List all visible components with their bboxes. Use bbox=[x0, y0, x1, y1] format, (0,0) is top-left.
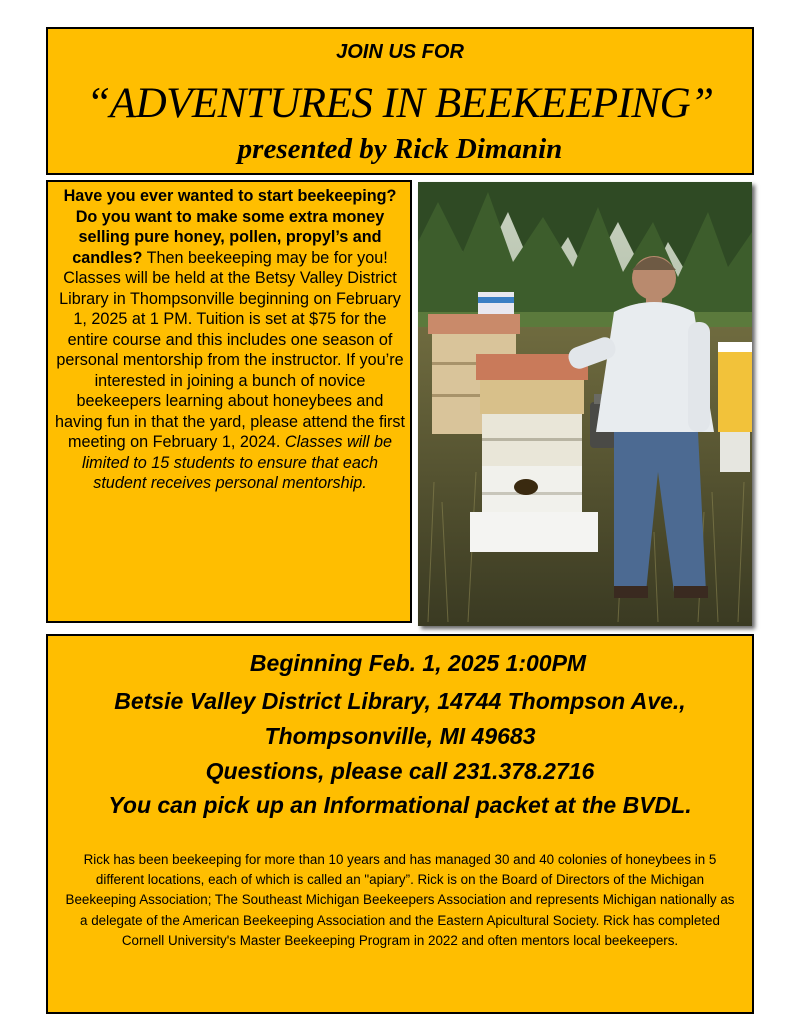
intro-body: Then beekeeping may be for you! Classes will be held at the Betsy Valley District Library in Thompsonville beginning on February 1, 2025 at 1 PM. Tuition is set at $75 for the entire course and this includes one season of personal mentorship from the instructor. If you’re interested in joining a bunch of novice beekeepers learning about honeybees and having fun in that the yard, please attend the first meeting on February 1, 2024. bbox=[54, 248, 406, 451]
event-date: Beginning Feb. 1, 2025 1:00PM bbox=[249, 650, 587, 676]
presenter-line: presented by Rick Dimanin bbox=[237, 133, 563, 165]
kicker-text: JOIN US FOR bbox=[336, 41, 464, 63]
intro-question: Have you ever wanted to start beekeeping? Do you want to make some extra money selling pure honey, pollen, propyl’s and candles? bbox=[63, 187, 397, 267]
event-address: Betsie Valley District Library, 14744 Thompson Ave., bbox=[114, 688, 686, 714]
beekeeper-photo bbox=[418, 182, 752, 626]
details-box bbox=[46, 634, 754, 1014]
event-title: “ADVENTURES IN BEEKEEPING” bbox=[86, 80, 714, 127]
event-phone: Questions, please call 231.378.2716 bbox=[205, 758, 595, 784]
event-packet-info: You can pick up an Informational packet at the BVDL. bbox=[108, 792, 692, 818]
presenter-bio: Rick has been beekeeping for more than 10 years and has managed 30 and 40 colonies of honeybees in 5 different locations, each of which is called an "apiary”. Rick is on the Board of Directors of the Michigan Beekeeping Association; The Southeast Michigan Beekeepers Association and represents Michigan nationally as a delegate of the American Beekeeping Association and the Eastern Apicultural Society. Rick has completed Cornell University's Master Beekeeping Program in 2022 and often mentors local beekeepers. bbox=[65, 852, 735, 948]
event-city: Thompsonville, MI 49683 bbox=[264, 723, 536, 749]
header-banner bbox=[46, 27, 754, 175]
beekeeper-photo-illustration bbox=[418, 182, 752, 626]
intro-box bbox=[46, 180, 412, 623]
intro-limit-note: Classes will be limited to 15 students to ensure that each student receives personal mentorship. bbox=[81, 433, 392, 492]
intro-paragraph bbox=[54, 186, 406, 494]
